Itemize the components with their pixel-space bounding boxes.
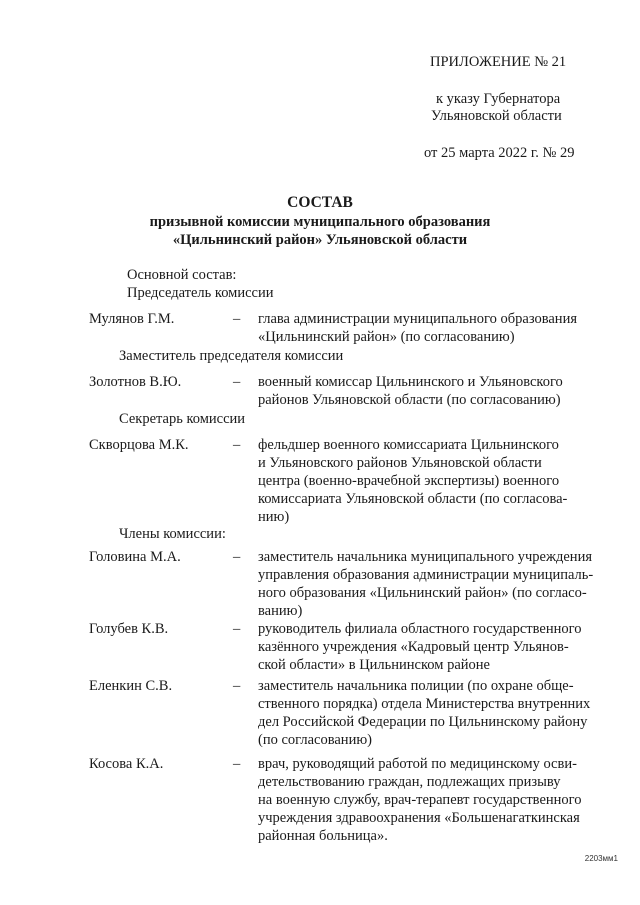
document-subtitle-line1: призывной комиссии муниципального образования [149,214,491,230]
member-position-line: казённого учреждения «Кадровый центр Ульянов- [258,639,569,655]
member-position-line: (по согласованию) [258,732,372,748]
dash-separator: – [233,374,241,390]
member-position-line: врач, руководящий работой по медицинскому осви- [258,756,577,772]
dash-separator: – [233,621,241,637]
section-deputy: Заместитель председателя комиссии [119,348,344,364]
member-position-line: фельдшер военного комиссариата Цильнинского [258,437,559,453]
member-position-line: ственного порядка) отдела Министерства внутренних [258,696,591,712]
decree-reference-line1: к указу Губернатора [436,91,561,107]
member-position [258,436,601,526]
member-position-line: ской области» в Цильнинском районе [258,657,490,673]
member-position [258,310,601,346]
member-position-line: «Цильнинский район» (по согласованию) [258,329,515,345]
dash-separator: – [233,678,241,694]
member-position [258,677,601,749]
document-code: 2203мм1 [584,854,618,863]
document-subtitle-line2: «Цильнинский район» Ульяновской области [172,232,468,248]
member-name: Косова К.А. [89,756,164,772]
member-position [258,620,601,674]
member-position [258,755,601,845]
member-position-line: руководитель филиала областного государственного [258,621,582,637]
member-position-line: глава администрации муниципального образования [258,311,577,327]
dash-separator: – [233,311,241,327]
member-position-line: на военную службу, врач-терапевт государственного [258,792,582,808]
member-position-line: учреждения здравоохранения «Большенагаткинская [258,810,580,826]
section-members: Члены комиссии: [119,526,226,542]
member-position-line: военный комиссар Цильнинского и Ульяновского [258,374,563,390]
section-chairman: Председатель комиссии [127,285,274,301]
member-name: Еленкин С.В. [89,678,173,694]
member-position-line: и Ульяновского районов Ульяновской области [258,455,542,471]
member-position-line: дел Российской Федерации по Цильнинскому району [258,714,588,730]
section-secretary: Секретарь комиссии [119,411,246,427]
member-position-line: заместитель начальника муниципального учреждения [258,549,592,565]
section-main-composition: Основной состав: [127,267,237,283]
member-position-line: комиссариата Ульяновской области (по согласова- [258,491,568,507]
dash-separator: – [233,437,241,453]
member-position-line: заместитель начальника полиции (по охране обще- [258,678,574,694]
member-position [258,548,601,620]
member-position-line: районов Ульяновской области (по согласованию) [258,392,561,408]
member-position-line: центра (военно-врачебной экспертизы) военного [258,473,560,489]
dash-separator: – [233,549,241,565]
member-position-line: управления образования администрации муниципаль- [258,567,594,583]
member-name: Скворцова М.К. [89,437,189,453]
member-name: Головина М.А. [89,549,181,565]
appendix-number: ПРИЛОЖЕНИЕ № 21 [430,54,567,70]
member-position-line: детельствованию граждан, подлежащих призыву [258,774,561,790]
member-position-line: нию) [258,509,290,525]
decree-reference-line2: Ульяновской области [431,108,562,124]
member-position-line: ного образования «Цильнинский район» (по согласо- [258,585,587,601]
member-name: Золотнов В.Ю. [89,374,182,390]
member-name: Мулянов Г.М. [89,311,175,327]
member-position-line: районная больница». [258,828,388,844]
member-name: Голубев К.В. [89,621,169,637]
dash-separator: – [233,756,241,772]
member-position-line: ванию) [258,603,303,619]
document-title: СОСТАВ [287,194,353,211]
decree-date: от 25 марта 2022 г. № 29 [424,145,575,161]
member-position [258,373,601,409]
